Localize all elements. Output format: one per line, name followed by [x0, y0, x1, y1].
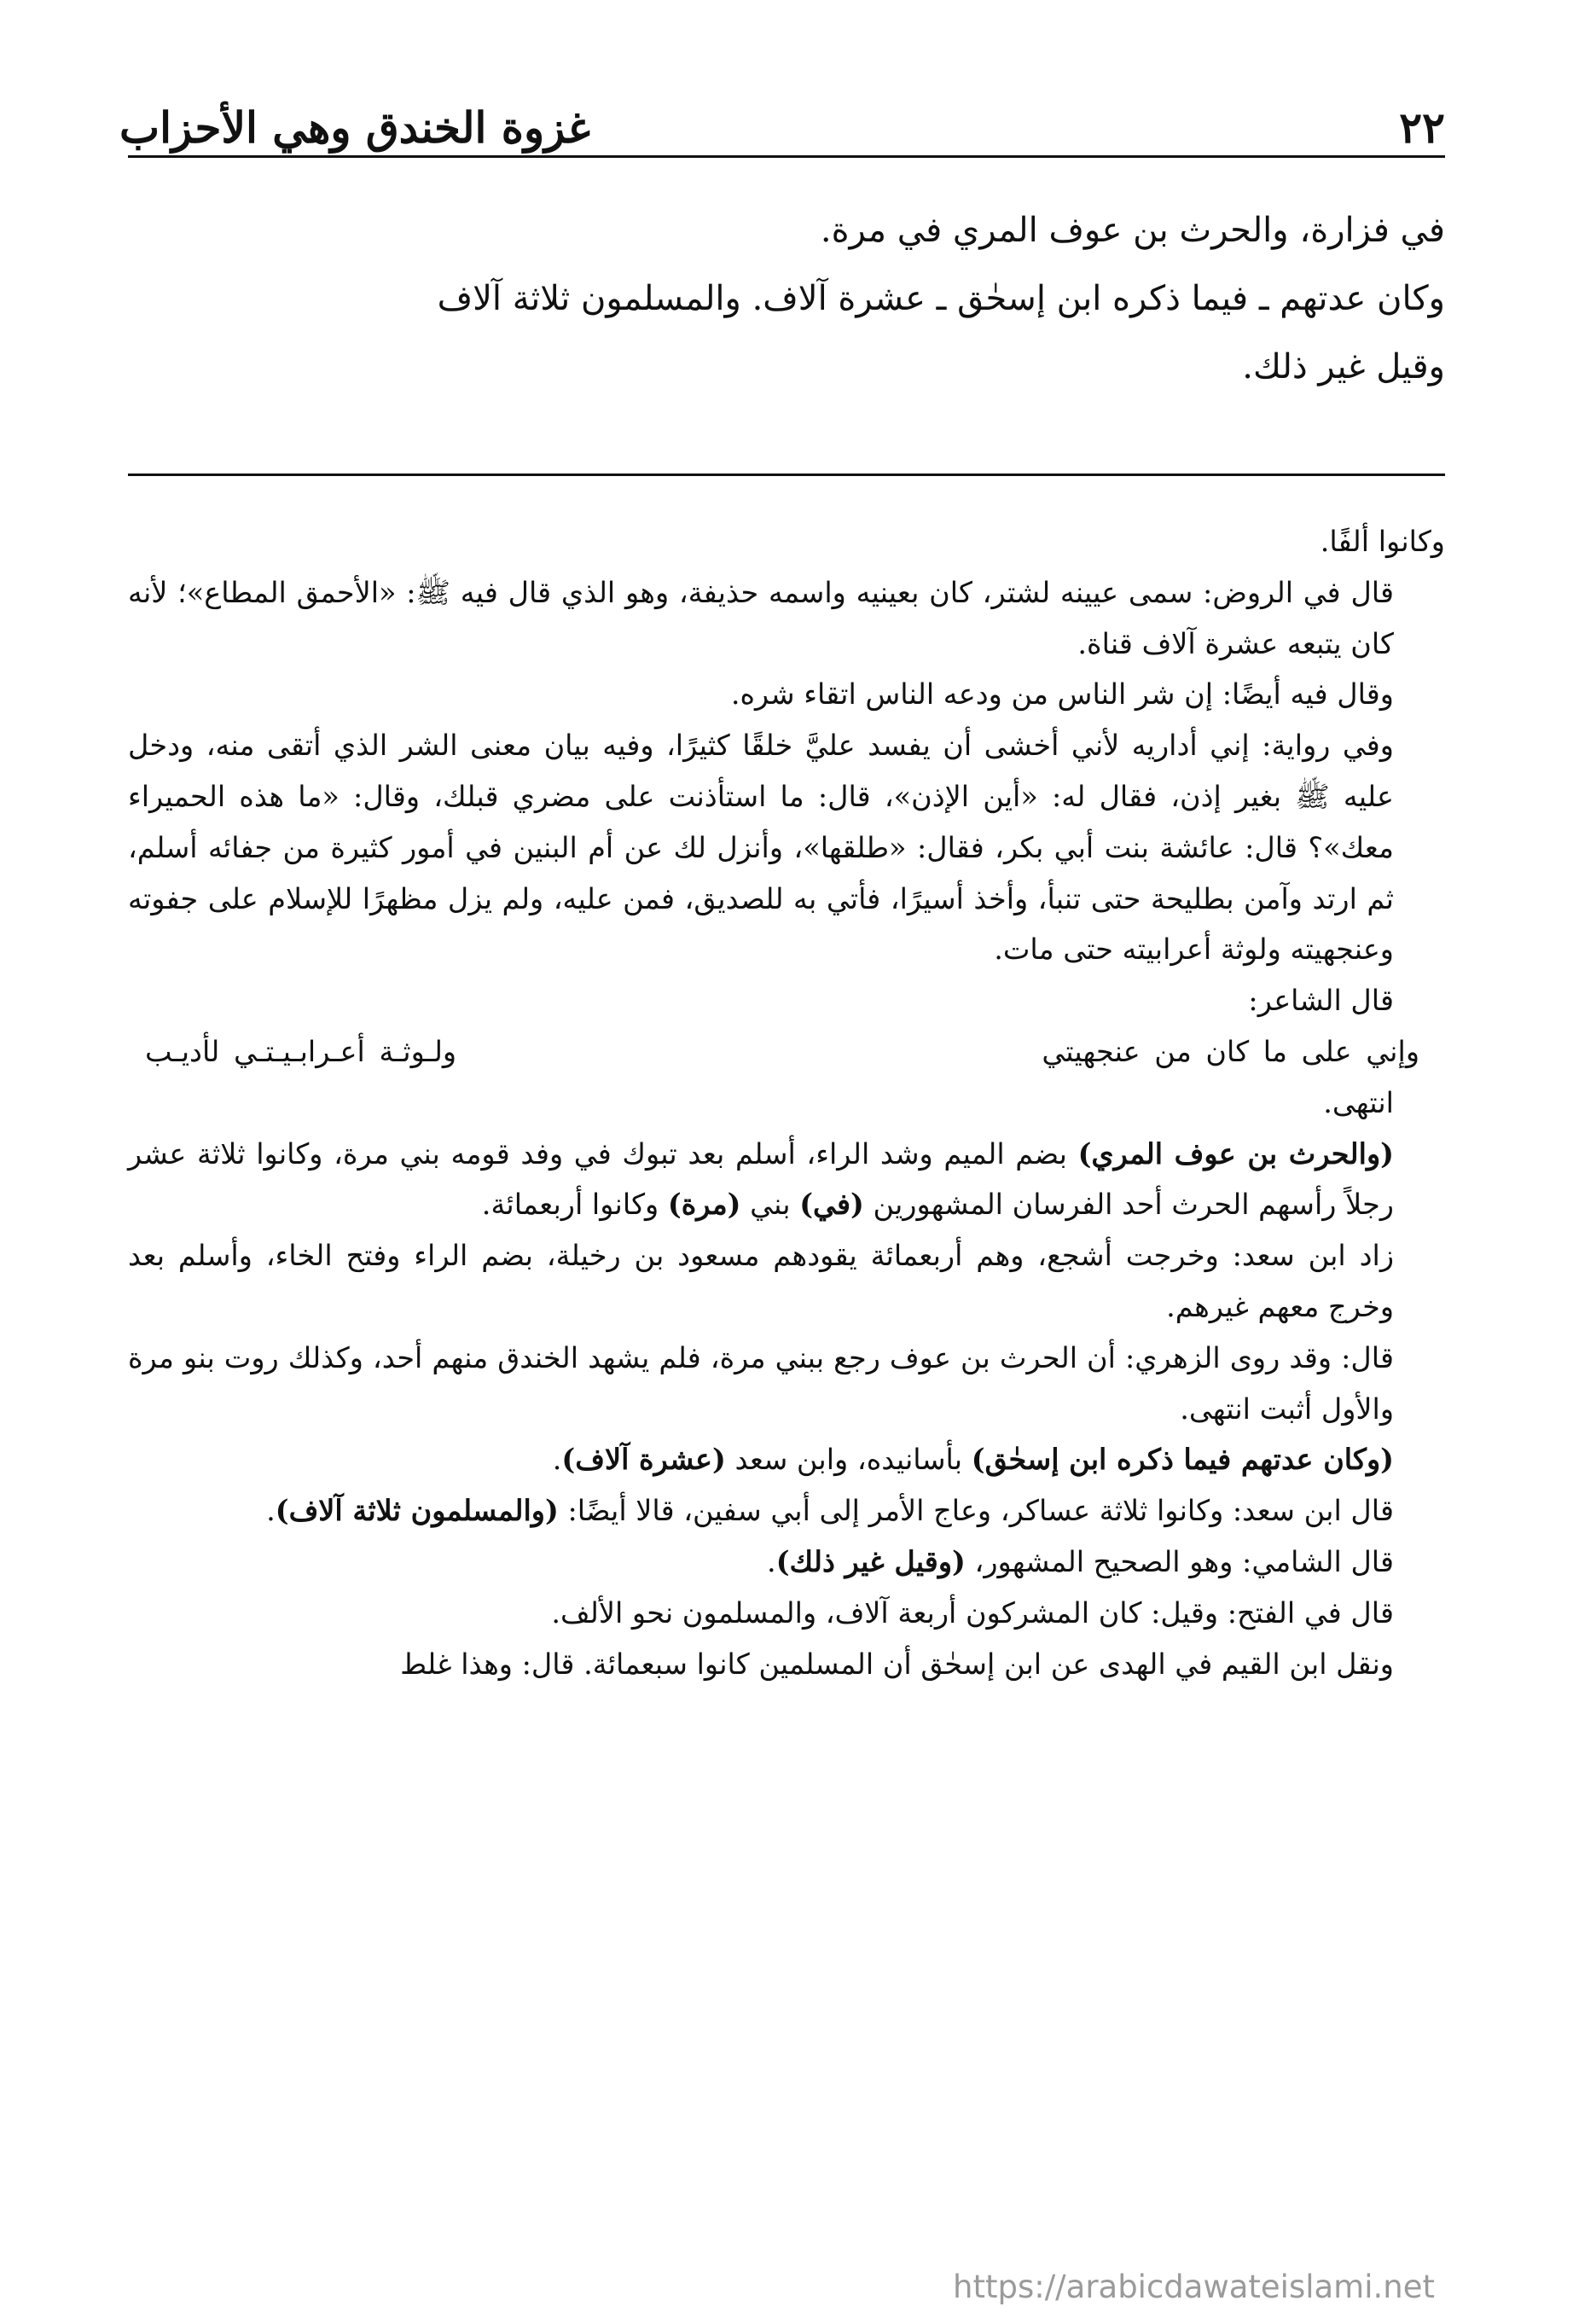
- commentary-text: بضم الميم وشد الراء، أسلم بعد تبوك في وفد قومه بني مرة، وكانوا ثلاثة عشر رجلاً رأسهم الحرث أحد الفرسان المشهورين: [128, 1136, 1394, 1222]
- quoted-text: (والمسلمون ثلاثة آلاف): [275, 1494, 559, 1528]
- main-text: [128, 196, 1445, 401]
- commentary-paragraph: قال: وقد روى الزهري: أن الحرث بن عوف رجع ببني مرة، فلم يشهد الخندق منهم أحد، وكذلك روت بنو مرة والأول أثبت انتهى.: [128, 1340, 1394, 1426]
- commentary-text: قال ابن سعد: وكانوا ثلاثة عساكر، وعاج الأمر إلى أبي سفين، قالا أيضًا:: [558, 1494, 1394, 1528]
- quoted-text: (مرة): [667, 1188, 741, 1222]
- commentary-paragraph: انتهى.: [1323, 1085, 1394, 1119]
- commentary-text: بني: [740, 1188, 800, 1222]
- running-title: غزوة الخندق وهي الأحزاب: [119, 102, 590, 153]
- header-rule: [128, 155, 1445, 158]
- commentary-paragraph: قال في الفتح: وقيل: كان المشركون أربعة آلاف، والمسلمون نحو الألف.: [551, 1595, 1394, 1630]
- commentary-paragraph: زاد ابن سعد: وخرجت أشجع، وهم أربعمائة يقودهم مسعود بن رخيلة، بضم الراء وفتح الخاء، وأسلم بعد وخرج معهم غيرهم.: [128, 1239, 1394, 1323]
- quoted-text: (وقيل غير ذلك): [775, 1544, 966, 1578]
- commentary-paragraph: وقال فيه أيضًا: إن شر الناس من ودعه الناس اتقاء شره.: [730, 677, 1394, 712]
- commentary-paragraph: [128, 1485, 1445, 1537]
- commentary-text: بأسانيده، وابن سعد: [725, 1443, 972, 1477]
- quoted-text: (في): [799, 1188, 864, 1222]
- page-number: ٢٢: [1399, 102, 1445, 153]
- commentary-paragraph: [128, 1434, 1445, 1485]
- commentary-text: قال الشامي: وهو الصحيح المشهور،: [965, 1544, 1394, 1578]
- commentary-paragraph: وفي رواية: إني أداريه لأني أخشى أن يفسد عليَّ خلقًا كثيرًا، وفيه بيان معنى الشر الذي أتقى منه، ودخل عليه ﷺ بغير إذن، فقال له: «أين الإذن»، قال: ما استأذنت على مضري قبلك، وقال: «ما هذه الحميراء معك»؟ قال: عائشة بنت أبي بكر، فقال: «طلقها»، وأنزل لك عن أم البنين في أمور كثيرة من جفائه أسلم، ثم ارتد وآمن بطليحة حتى تنبأ، وأخذ أسيرًا، فأتي به للصديق، فمن عليه، ولم يزل مظهرًا للإسلام على جفوته وعنجهيته ولوثة أعرابيته حتى مات.: [128, 729, 1394, 967]
- quoted-text: (عشرة آلاف): [561, 1443, 726, 1477]
- commentary-text: وكانوا أربعمائة.: [481, 1188, 668, 1222]
- main-text-line: في فزارة، والحرث بن عوف المري في مرة.: [820, 211, 1445, 250]
- commentary-text: .: [266, 1494, 276, 1528]
- commentary-paragraph: قال في الروض: سمى عيينه لشتر، كان بعينيه واسمه حذيفة، وهو الذي قال فيه ﷺ: «الأحمق المطاع»؛ لأنه كان يتبعه عشرة آلاف قناة.: [128, 575, 1394, 660]
- verse-second-hemistich: ولـوثـة أعـرابـيـتـي لأديـب: [145, 1034, 457, 1068]
- commentary-paragraph: قال الشاعر:: [1248, 984, 1394, 1018]
- main-text-line: وقيل غير ذلك.: [1242, 347, 1445, 386]
- commentary-paragraph: وكانوا ألفًا.: [1320, 525, 1445, 558]
- commentary: [128, 516, 1445, 1689]
- commentary-text: .: [767, 1544, 776, 1578]
- quoted-text: (وكان عدتهم فيما ذكره ابن إسحٰق): [971, 1443, 1394, 1477]
- verse-first-hemistich: وإني على ما كان من عنجهيتي: [1042, 1034, 1419, 1068]
- quoted-text: (والحرث بن عوف المري): [1077, 1136, 1394, 1171]
- commentary-paragraph: [128, 1537, 1445, 1588]
- watermark-url: https://arabicdawateislami.net: [953, 2269, 1435, 2305]
- poetry-verse: [128, 1026, 1445, 1078]
- commentary-paragraph: [128, 1129, 1445, 1231]
- commentary-text: .: [552, 1443, 562, 1477]
- page-header: [119, 90, 1445, 153]
- main-text-line: وكان عدتهم ـ فيما ذكره ابن إسحٰق ـ عشرة آلاف. والمسلمون ثلاثة آلاف: [437, 279, 1445, 318]
- separator-rule: [128, 474, 1445, 476]
- commentary-paragraph: ونقل ابن القيم في الهدى عن ابن إسحٰق أن المسلمين كانوا سبعمائة. قال: وهذا غلط: [400, 1647, 1394, 1681]
